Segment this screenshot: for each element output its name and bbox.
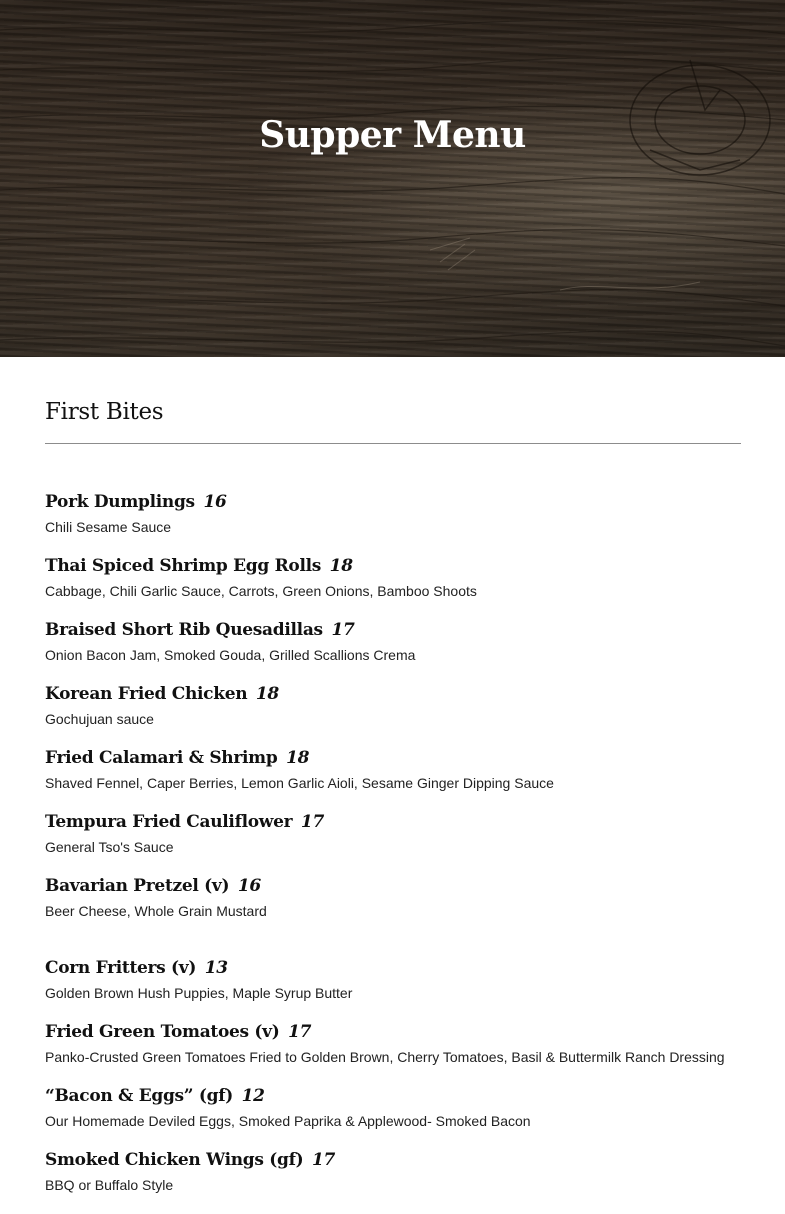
item-price: 17 <box>331 620 355 640</box>
item-name: Tempura Fried Cauliflower <box>45 812 293 832</box>
menu-item <box>45 1084 741 1133</box>
hero-banner <box>0 0 785 357</box>
menu-item <box>45 1148 741 1197</box>
section-divider <box>45 443 741 444</box>
item-price: 18 <box>329 556 353 576</box>
item-description: Cabbage, Chili Garlic Sauce, Carrots, Green Onions, Bamboo Shoots <box>45 583 477 599</box>
menu-item <box>45 874 741 923</box>
menu-item <box>45 682 741 731</box>
item-description: Golden Brown Hush Puppies, Maple Syrup Butter <box>45 985 353 1001</box>
item-description: Panko-Crusted Green Tomatoes Fried to Golden Brown, Cherry Tomatoes, Basil & Buttermilk Ranch Dressing <box>45 1049 725 1065</box>
item-name: Pork Dumplings <box>45 492 195 512</box>
menu-item <box>45 618 741 667</box>
item-name: “Bacon & Eggs” (gf) <box>45 1086 233 1106</box>
item-price: 17 <box>311 1150 336 1170</box>
item-description: Our Homemade Deviled Eggs, Smoked Paprika & Applewood- Smoked Bacon <box>45 1113 531 1129</box>
item-description: Shaved Fennel, Caper Berries, Lemon Garlic Aioli, Sesame Ginger Dipping Sauce <box>45 775 554 791</box>
item-description: General Tso's Sauce <box>45 839 174 855</box>
section-title: First Bites <box>45 399 164 425</box>
menu-item <box>45 490 741 539</box>
item-name: Fried Calamari & Shrimp <box>45 748 278 768</box>
item-name: Smoked Chicken Wings (gf) <box>45 1150 304 1170</box>
item-price: 16 <box>237 876 261 896</box>
menu-item <box>45 810 741 859</box>
menu-item <box>45 1020 741 1069</box>
item-description: Beer Cheese, Whole Grain Mustard <box>45 903 267 919</box>
item-description: Onion Bacon Jam, Smoked Gouda, Grilled Scallions Crema <box>45 647 416 663</box>
item-price: 17 <box>288 1022 312 1042</box>
menu-item <box>45 956 741 1005</box>
item-description: Gochujuan sauce <box>45 711 154 727</box>
item-price: 12 <box>241 1086 265 1106</box>
item-description: Chili Sesame Sauce <box>45 519 172 535</box>
item-name: Braised Short Rib Quesadillas <box>45 620 323 640</box>
item-description: BBQ or Buffalo Style <box>45 1177 174 1193</box>
item-price: 18 <box>286 748 310 768</box>
item-name: Corn Fritters (v) <box>45 958 197 978</box>
item-name: Thai Spiced Shrimp Egg Rolls <box>45 556 322 576</box>
item-price: 18 <box>255 684 279 704</box>
menu-item <box>45 746 741 795</box>
menu-items <box>45 490 741 1212</box>
item-price: 16 <box>203 492 227 512</box>
item-name: Bavarian Pretzel (v) <box>45 876 230 896</box>
wood-texture <box>0 0 785 357</box>
item-price: 13 <box>204 958 228 978</box>
item-price: 17 <box>300 812 324 832</box>
item-name: Fried Green Tomatoes (v) <box>45 1022 280 1042</box>
menu-item <box>45 554 741 603</box>
page-title: Supper Menu <box>259 114 526 156</box>
item-name: Korean Fried Chicken <box>45 684 248 704</box>
